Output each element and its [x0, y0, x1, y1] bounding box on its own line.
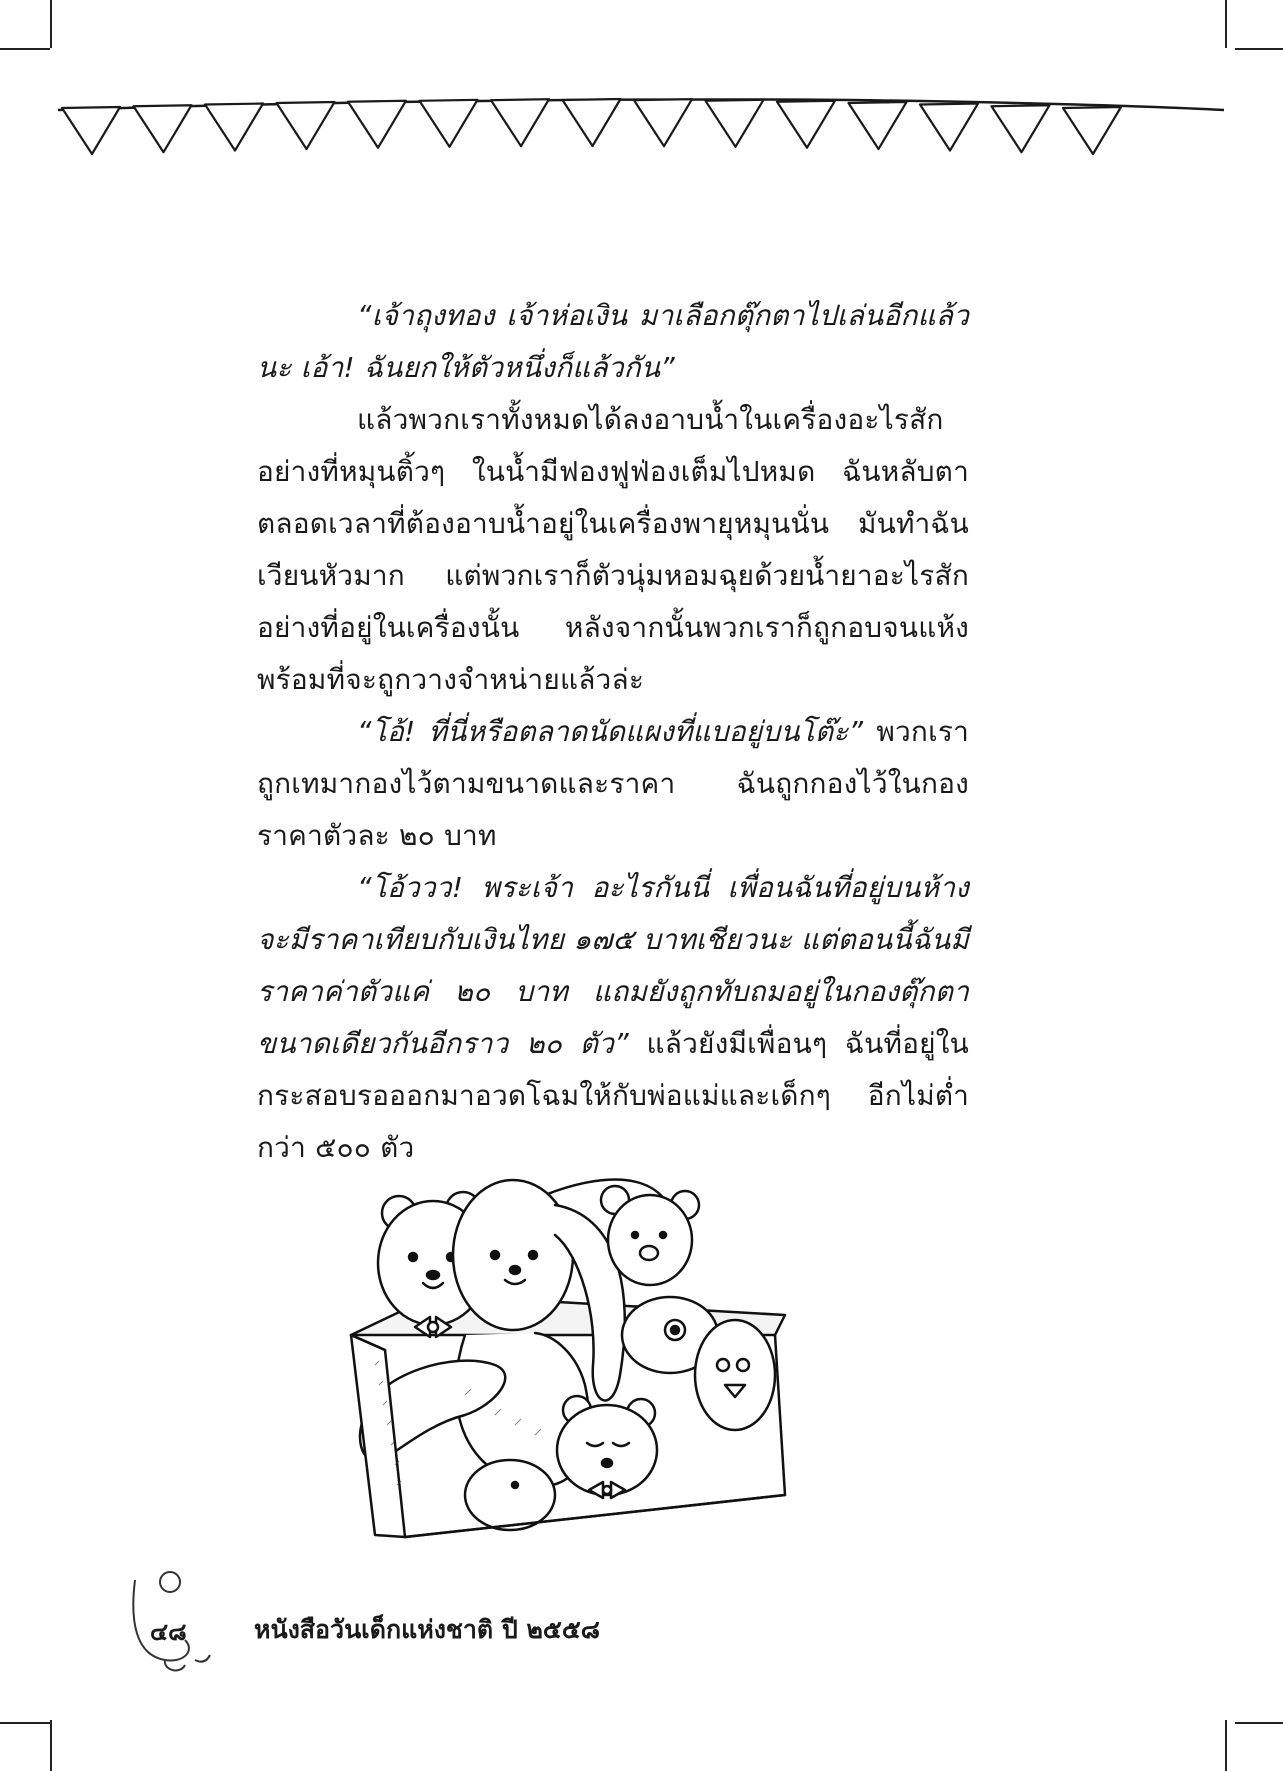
- bunting-flag: [634, 99, 692, 146]
- crop-mark: [0, 1722, 50, 1724]
- bunting-flag: [777, 101, 835, 148]
- bunting-flag: [134, 105, 192, 152]
- book-title: หนังสือวันเด็กแห่งชาติ ปี ๒๕๕๘: [254, 1615, 601, 1644]
- paragraph: [257, 706, 969, 862]
- body-text: [257, 290, 969, 1174]
- bunting-flag: [920, 104, 978, 151]
- narration-text: พวกเราถูกเทมากองไว้ตามขนาดและราคา ฉันถูกกองไว้ในกองราคาตัวละ ๒๐ บาท: [257, 715, 970, 852]
- bunting-flag: [420, 100, 478, 147]
- quoted-dialogue: “โอ้ววว! พระเจ้า อะไรกันนี่ เพื่อนฉันที่อยู่บนห้างจะมีราคาเทียบกับเงินไทย ๑๗๕ บาทเชียวนะ แต่ตอนนี้ฉันมีราคาค่าตัวแค่ ๒๐ บาท แถมยังถูกทับถมอยู่ในกองตุ๊กตาขนาดเดียวกันอีกราว ๒๐ ตัว”: [257, 871, 969, 1060]
- bunting-flag: [849, 102, 907, 149]
- bunting-flag: [277, 102, 335, 149]
- paragraph: [257, 290, 969, 394]
- crop-mark: [1225, 1720, 1227, 1771]
- crop-mark: [1235, 1722, 1283, 1724]
- page-number: ๔๘: [150, 1618, 187, 1646]
- stuffed-toys-box-illustration: [345, 1165, 815, 1545]
- bunting-flag: [205, 104, 263, 151]
- bunting-flag: [491, 99, 549, 146]
- bunting-flag: [1063, 107, 1121, 154]
- quoted-dialogue: “โอ้! ที่นี่หรือตลาดนัดแผงที่แบอยู่บนโต๊ะ”: [357, 715, 864, 748]
- bunting-flag: [348, 101, 406, 148]
- narration-text: แล้วพวกเราทั้งหมดได้ลงอาบน้ำในเครื่องอะไรสักอย่างที่หมุนติ้วๆ ในน้ำมีฟองฟูฟ่องเต็มไปหมด ฉันหลับตาตลอดเวลาที่ต้องอาบน้ำอยู่ในเครื่องพายุหมุนนั่น มันทำฉันเวียนหัวมาก แต่พวกเราก็ตัวนุ่มหอมฉุยด้วยน้ำยาอะไรสักอย่างที่อยู่ในเครื่องนั้น หลังจากนั้นพวกเราก็ถูกอบจนแห้ง พร้อมที่จะถูกวางจำหน่ายแล้วล่ะ: [257, 403, 969, 696]
- paragraph: [257, 862, 969, 1174]
- bunting-flag: [62, 107, 120, 154]
- bunting-flag: [992, 105, 1050, 152]
- crop-mark: [50, 1720, 52, 1771]
- paragraph: [257, 394, 969, 706]
- bunting-flag: [706, 100, 764, 147]
- bunting-flag: [563, 99, 621, 146]
- quoted-dialogue: “เจ้าถุงทอง เจ้าห่อเงิน มาเลือกตุ๊กตาไปเล่นอีกแล้วนะ เอ้า! ฉันยกให้ตัวหนึ่งก็แล้วกัน”: [257, 299, 969, 384]
- narration-text: แล้วยังมีเพื่อนๆ ฉันที่อยู่ในกระสอบรอออกมาอวดโฉมให้กับพ่อแม่และเด็กๆ อีกไม่ต่ำกว่า ๕๐๐ ตัว: [257, 1027, 969, 1164]
- bunting-decoration: [0, 0, 1283, 200]
